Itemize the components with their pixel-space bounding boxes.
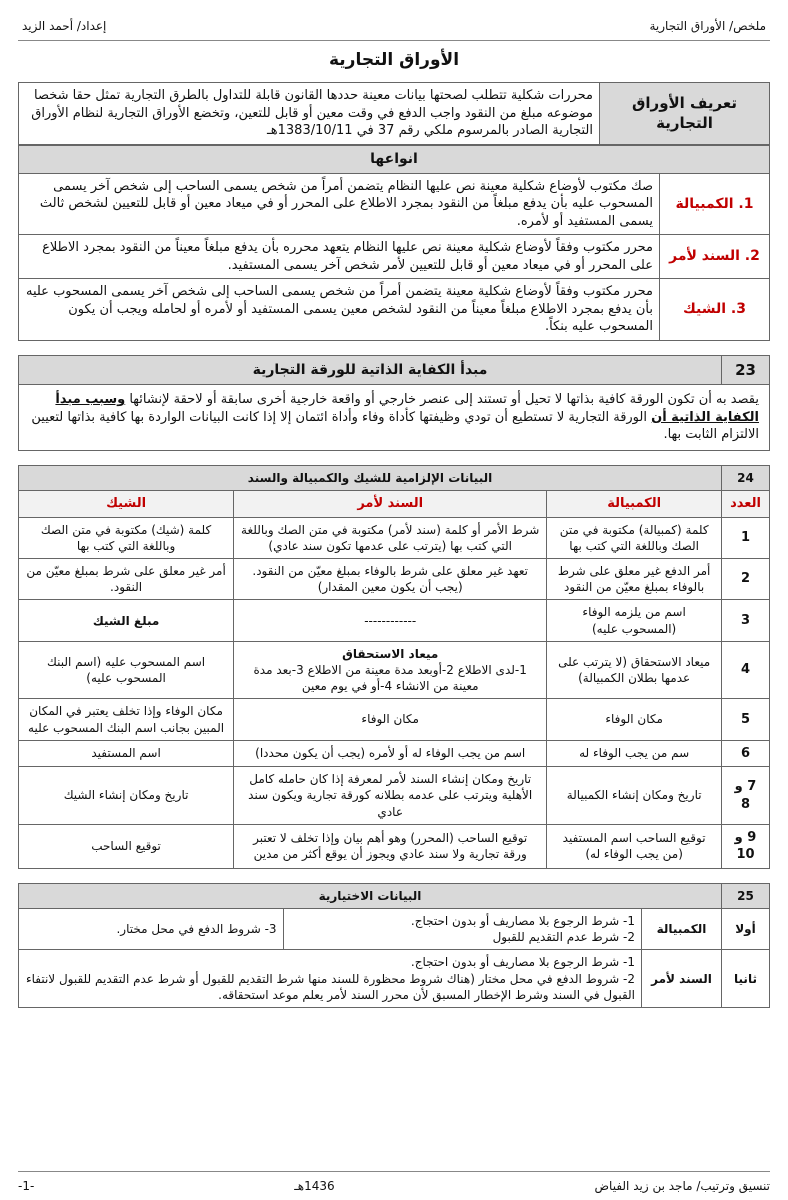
optional-label: السند لأمر: [642, 950, 722, 1008]
optional-extra: 3- شروط الدفع في محل مختار.: [19, 909, 284, 950]
table-row: [19, 767, 770, 825]
cell-sheek: كلمة (شيك) مكتوبة في متن الصك وباللغة التي كتب بها: [19, 517, 234, 558]
page-header: [18, 10, 770, 41]
table-row: [19, 699, 770, 740]
definition-table: [18, 82, 770, 145]
page-footer: [18, 1171, 770, 1194]
row-number: 9 و 10: [722, 824, 770, 868]
table-row: [19, 824, 770, 868]
table-row: [19, 641, 770, 699]
section-24-number: 24: [722, 465, 770, 490]
optional-index: أولا: [722, 909, 770, 950]
cell-sanad: [234, 641, 547, 699]
cell-sanad-title: ميعاد الاستحقاق: [342, 646, 439, 661]
cell-kambiala: تاريخ ومكان إنشاء الكمبيالة: [547, 767, 722, 825]
row-number: 7 و 8: [722, 767, 770, 825]
footer-year: 1436هـ: [294, 1178, 335, 1193]
cell-sheek: أمر غير معلق على شرط بمبلغ معيّن من النقود.: [19, 559, 234, 600]
optional-item: 2- شروط الدفع في محل مختار (هناك شروط محظورة للسند منها شرط التقديم للقبول أو شرط عدم التقديم للقبول لانتفاء القبول في السند وشرط الإخطار المسبق لأن محرر السند لأمر يعلم موعد استحقاقه.: [25, 971, 635, 1002]
cell-sheek: تاريخ ومكان إنشاء الشيك: [19, 767, 234, 825]
col-head-number: العدد: [722, 491, 770, 518]
cell-sanad: مكان الوفاء: [234, 699, 547, 740]
section-23-title: مبدأ الكفاية الذاتية للورقة التجارية: [19, 356, 722, 385]
optional-row-kambiala: [19, 909, 770, 950]
col-head-kambiala: الكمبيالة: [547, 491, 722, 518]
types-table: [18, 145, 770, 341]
header-subject: ملخص/ الأوراق التجارية: [649, 19, 766, 33]
optional-row-sanad: [19, 950, 770, 1008]
row-number: 2: [722, 559, 770, 600]
cell-sanad: ------------: [234, 600, 547, 641]
table-row: [19, 517, 770, 558]
cell-sanad: تعهد غير معلق على شرط بالوفاء بمبلغ معيّن من النقود. (يجب أن يكون معين المقدار): [234, 559, 547, 600]
header-author: إعداد/ أحمد الزيد: [22, 19, 107, 33]
type-label-sanad: 2. السند لأمر: [660, 235, 770, 279]
cell-kambiala: اسم من يلزمه الوفاء (المسحوب عليه): [547, 600, 722, 641]
cell-kambiala: سم من يجب الوفاء له: [547, 740, 722, 767]
definition-text: محررات شكلية تتطلب لصحتها بيانات معينة حددها القانون قابلة للتداول بالطرق التجارية تمثل حقا شخصا موضوعه مبلغ من النقود واجب الدفع في وقت معين أو قابل للتعين، وتخضع الأوراق التجارية لنظام الأوراق التجارية الصادر بالمرسوم ملكي رقم 37 في 1383/10/11هـ: [19, 83, 600, 145]
cell-kambiala: مكان الوفاء: [547, 699, 722, 740]
optional-label: الكمبيالة: [642, 909, 722, 950]
optional-items: [283, 909, 641, 950]
cell-sheek: توقيع الساحب: [19, 824, 234, 868]
section-24-title: البيانات الإلزامية للشيك والكمبيالة والسند: [19, 465, 722, 490]
cell-sheek: مبلغ الشيك: [19, 600, 234, 641]
section-23-text: [19, 385, 770, 451]
section-25: [18, 883, 770, 1008]
row-number: 3: [722, 600, 770, 641]
cell-kambiala: كلمة (كمبيالة) مكتوبة في متن الصك وباللغة التي كتب بها: [547, 517, 722, 558]
optional-item: 1- شرط الرجوع بلا مصاريف أو بدون احتجاج.: [410, 955, 635, 970]
page-number: -1-: [18, 1178, 35, 1193]
row-number: 6: [722, 740, 770, 767]
optional-item: 1- شرط الرجوع بلا مصاريف أو بدون احتجاج.: [410, 914, 635, 929]
type-text-sheek: محرر مكتوب وفقاً لأوضاع شكلية معينة يتضمن أمراً من شخص يسمى الساحب إلى شخص آخر يسمى المسحوب عليه بأن يدفع بمجرد الاطلاع مبلغاً معيناً من النقود لشخص معين يسمى المستفيد أو لأمره أو لحامله ويجب أن يكون المسحوب عليه بنكاً.: [19, 279, 660, 341]
row-number: 5: [722, 699, 770, 740]
section-25-number: 25: [722, 883, 770, 908]
table-row: [19, 600, 770, 641]
type-label-sheek: 3. الشيك: [660, 279, 770, 341]
section-23: [18, 355, 770, 451]
cell-kambiala: توقيع الساحب اسم المستفيد (من يجب الوفاء له): [547, 824, 722, 868]
optional-items: [19, 950, 642, 1008]
row-number: 4: [722, 641, 770, 699]
cell-sheek: اسم المسحوب عليه (اسم البنك المسحوب عليه): [19, 641, 234, 699]
definition-label: تعريف الأوراق التجارية: [600, 83, 770, 145]
cell-sanad: توقيع الساحب (المحرر) وهو أهم بيان وإذا تخلف لا تعتبر ورقة تجارية ولا سند عادي ويجوز أن يوقع أكثر من مدين: [234, 824, 547, 868]
row-number: 1: [722, 517, 770, 558]
cell-sheek: اسم المستفيد: [19, 740, 234, 767]
types-heading: انواعها: [19, 145, 770, 173]
cell-sanad-text: 1-لدى الاطلاع 2-أوبعد مدة معينة من الاطلاع 3-بعد مدة معينة من الانشاء 4-أو في يوم معين: [253, 662, 527, 694]
type-label-kambiala: 1. الكمبيالة: [660, 173, 770, 235]
optional-index: ثانيا: [722, 950, 770, 1008]
optional-item: 2- شرط عدم التقديم للقبول: [492, 930, 635, 945]
cell-sanad: تاريخ ومكان إنشاء السند لأمر لمعرفة إذا كان حامله كامل الأهلية ويترتب على عدمه بطلانه كورقة تجارية ويكون سند عادي: [234, 767, 547, 825]
footer-credit: تنسيق وترتيب/ ماجد بن زيد الفياض: [594, 1178, 770, 1193]
table-row: [19, 559, 770, 600]
section-23-text-c: الورقة التجارية لا تستطيع أن تودي وظيفتها كأداة وفاء وأداة ائتمان إلا إذا كانت البيانات الواردة بها كافية بذاتها لتعيين الالتزام الثابت بها.: [31, 409, 759, 443]
cell-kambiala: أمر الدفع غير معلق على شرط بالوفاء بمبلغ معيّن من النقود: [547, 559, 722, 600]
section-23-number: 23: [722, 356, 770, 385]
cell-sanad: اسم من يجب الوفاء له أو لأمره (يجب أن يكون محددا): [234, 740, 547, 767]
cell-sanad: شرط الأمر أو كلمة (سند لأمر) مكتوبة في متن الصك وباللغة التي كتب بها (يترتب على عدمها تكون سند عادي): [234, 517, 547, 558]
col-head-sheek: الشيك: [19, 491, 234, 518]
type-text-sanad: محرر مكتوب وفقاً لأوضاع شكلية معينة نص عليها النظام يتعهد محرره بأن يدفع مبلغاً معيناً من النقود بمجرد الاطلاع على المحرر أو في ميعاد معين أو قابل للتعيين لأمر شخص آخر يسمى المستفيد.: [19, 235, 660, 279]
page-title: الأوراق التجارية: [328, 50, 460, 71]
type-text-kambiala: صك مكتوب لأوضاع شكلية معينة نص عليها النظام يتضمن أمراً من شخص يسمى الساحب إلى شخص آخر يسمى المسحوب عليه بأن يدفع مبلغاً من النقود بمجرد الاطلاع على المحرر أو في ميعاد معين أو قابل للتعيين لشخص ثالث يسمى المستفيد أو لأمره.: [19, 173, 660, 235]
section-23-text-a: يقصد به أن تكون الورقة كافية بذاتها لا تحيل أو تستند إلى عنصر خارجي أو واقعة خارجية أخرى سابقة أو لاحقة لإنشائها: [125, 392, 759, 408]
table-row: [19, 740, 770, 767]
section-23-text-b: وسبب مبدأ الكفاية الذاتية أن: [55, 392, 759, 425]
section-24: [18, 465, 770, 869]
col-head-sanad: السند لأمر: [234, 491, 547, 518]
cell-kambiala: ميعاد الاستحقاق (لا يترتب على عدمها بطلان الكمبيالة): [547, 641, 722, 699]
cell-sheek: مكان الوفاء وإذا تخلف يعتبر في المكان المبين بجانب اسم البنك المسحوب عليه: [19, 699, 234, 740]
section-25-title: البيانات الاختيارية: [19, 883, 722, 908]
